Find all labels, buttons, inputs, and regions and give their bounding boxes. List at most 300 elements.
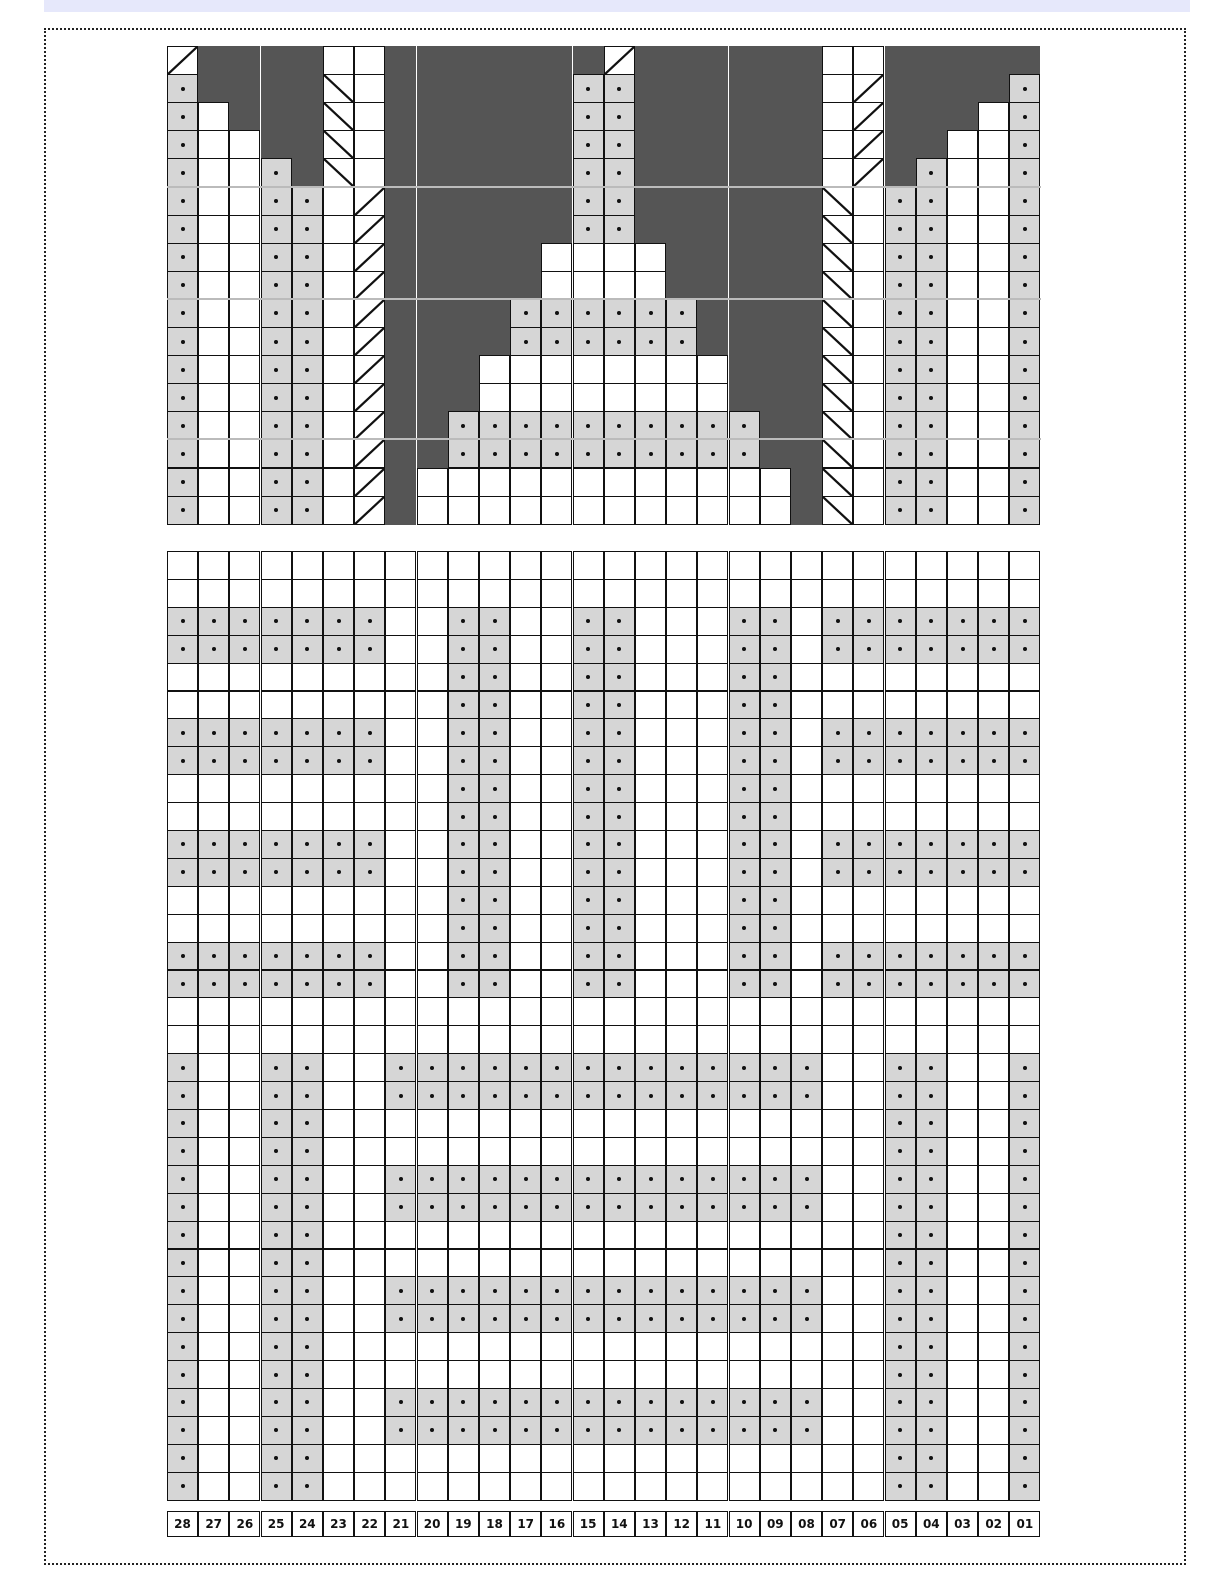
- column-number-label: 23: [323, 1511, 354, 1537]
- stitch-cell: [541, 1221, 572, 1250]
- stitch-cell: [448, 1276, 479, 1305]
- row-number-label: [1068, 191, 1108, 211]
- stitch-cell: [604, 997, 635, 1026]
- stitch-cell: [573, 1416, 604, 1445]
- no-stitch-cell: [479, 158, 510, 187]
- stitch-cell: [885, 1472, 916, 1501]
- stitch-cell: [541, 327, 572, 356]
- stitch-cell: [760, 1081, 791, 1110]
- stitch-cell: [261, 299, 292, 328]
- stitch-cell: [448, 439, 479, 468]
- stitch-cell: [760, 1332, 791, 1361]
- decrease-cell: [323, 158, 354, 187]
- stitch-cell: [697, 1053, 728, 1082]
- stitch-cell: [323, 355, 354, 384]
- stitch-cell: [666, 1221, 697, 1250]
- no-stitch-cell: [510, 102, 541, 131]
- stitch-cell: [385, 970, 416, 999]
- stitch-cell: [978, 635, 1009, 664]
- stitch-cell: [229, 1444, 260, 1473]
- stitch-cell: [604, 1137, 635, 1166]
- row-number-label: [1068, 1392, 1108, 1412]
- stitch-cell: [417, 802, 448, 831]
- no-stitch-cell: [697, 187, 728, 216]
- stitch-cell: [448, 718, 479, 747]
- stitch-cell: [697, 1472, 728, 1501]
- stitch-cell: [510, 496, 541, 525]
- stitch-cell: [229, 130, 260, 159]
- no-stitch-cell: [510, 46, 541, 75]
- stitch-cell: [323, 1472, 354, 1501]
- stitch-cell: [978, 663, 1009, 692]
- stitch-cell: [791, 886, 822, 915]
- stitch-cell: [198, 774, 229, 803]
- stitch-cell: [916, 997, 947, 1026]
- no-stitch-cell: [729, 243, 760, 272]
- stitch-cell: [261, 579, 292, 608]
- stitch-cell: [604, 1025, 635, 1054]
- stitch-cell: [604, 1221, 635, 1250]
- stitch-cell: [385, 942, 416, 971]
- stitch-cell: [635, 1472, 666, 1501]
- stitch-cell: [510, 1193, 541, 1222]
- stitch-cell: [541, 496, 572, 525]
- stitch-cell: [323, 1444, 354, 1473]
- stitch-cell: [198, 746, 229, 775]
- column-number-label: 05: [885, 1511, 916, 1537]
- stitch-cell: [448, 746, 479, 775]
- stitch-cell: [978, 718, 1009, 747]
- stitch-cell: [479, 802, 510, 831]
- stitch-cell: [479, 718, 510, 747]
- no-stitch-cell: [417, 299, 448, 328]
- column-number-label: 18: [479, 1511, 510, 1537]
- stitch-cell: [167, 997, 198, 1026]
- stitch-cell: [885, 1249, 916, 1278]
- stitch-cell: [479, 774, 510, 803]
- stitch-cell: [791, 1221, 822, 1250]
- stitch-cell: [822, 102, 853, 131]
- stitch-cell: [541, 774, 572, 803]
- stitch-cell: [604, 607, 635, 636]
- stitch-cell: [573, 496, 604, 525]
- stitch-cell: [354, 1276, 385, 1305]
- stitch-cell: [292, 496, 323, 525]
- stitch-cell: [479, 997, 510, 1026]
- stitch-cell: [573, 970, 604, 999]
- stitch-cell: [853, 970, 884, 999]
- row-number-label: [1068, 1085, 1108, 1105]
- stitch-cell: [604, 299, 635, 328]
- stitch-cell: [541, 411, 572, 440]
- stitch-cell: [354, 1360, 385, 1389]
- stitch-cell: [417, 1360, 448, 1389]
- row-number-label: [1068, 1364, 1108, 1384]
- stitch-cell: [604, 411, 635, 440]
- stitch-cell: [791, 1304, 822, 1333]
- stitch-cell: [822, 774, 853, 803]
- stitch-cell: [167, 1444, 198, 1473]
- stitch-cell: [697, 746, 728, 775]
- stitch-cell: [292, 1025, 323, 1054]
- stitch-cell: [385, 1304, 416, 1333]
- stitch-cell: [229, 1025, 260, 1054]
- stitch-cell: [198, 1249, 229, 1278]
- stitch-cell: [666, 579, 697, 608]
- stitch-cell: [822, 1304, 853, 1333]
- stitch-cell: [229, 1109, 260, 1138]
- no-stitch-cell: [510, 158, 541, 187]
- stitch-cell: [666, 830, 697, 859]
- stitch-cell: [479, 383, 510, 412]
- stitch-cell: [791, 579, 822, 608]
- stitch-cell: [729, 997, 760, 1026]
- stitch-cell: [167, 1416, 198, 1445]
- stitch-cell: [791, 830, 822, 859]
- stitch-cell: [323, 970, 354, 999]
- row-number-label: [1068, 443, 1108, 463]
- stitch-cell: [978, 942, 1009, 971]
- column-number-label: 24: [292, 1511, 323, 1537]
- stitch-cell: [947, 1304, 978, 1333]
- stitch-cell: [573, 691, 604, 720]
- stitch-cell: [417, 1081, 448, 1110]
- stitch-cell: [729, 802, 760, 831]
- stitch-cell: [822, 1360, 853, 1389]
- stitch-cell: [978, 1081, 1009, 1110]
- stitch-cell: [573, 299, 604, 328]
- stitch-cell: [916, 914, 947, 943]
- stitch-cell: [916, 1081, 947, 1110]
- stitch-cell: [261, 187, 292, 216]
- stitch-cell: [885, 970, 916, 999]
- stitch-cell: [510, 635, 541, 664]
- stitch-cell: [229, 1137, 260, 1166]
- stitch-cell: [448, 1165, 479, 1194]
- stitch-cell: [760, 830, 791, 859]
- no-stitch-cell: [479, 130, 510, 159]
- stitch-cell: [916, 1388, 947, 1417]
- stitch-cell: [1009, 746, 1040, 775]
- stitch-cell: [760, 802, 791, 831]
- stitch-cell: [229, 914, 260, 943]
- stitch-cell: [448, 1109, 479, 1138]
- stitch-cell: [697, 1081, 728, 1110]
- no-stitch-cell: [541, 130, 572, 159]
- stitch-cell: [978, 158, 1009, 187]
- stitch-cell: [198, 468, 229, 497]
- stitch-cell: [697, 691, 728, 720]
- stitch-cell: [167, 1137, 198, 1166]
- stitch-cell: [1009, 774, 1040, 803]
- no-stitch-cell: [916, 46, 947, 75]
- stitch-cell: [229, 468, 260, 497]
- stitch-cell: [885, 914, 916, 943]
- stitch-cell: [448, 1360, 479, 1389]
- stitch-cell: [604, 215, 635, 244]
- stitch-cell: [1009, 215, 1040, 244]
- stitch-cell: [1009, 1249, 1040, 1278]
- row-number-label: [1068, 1336, 1108, 1356]
- stitch-cell: [448, 1193, 479, 1222]
- row-number-label: [1068, 331, 1108, 351]
- stitch-cell: [354, 1137, 385, 1166]
- stitch-cell: [916, 1444, 947, 1473]
- stitch-cell: [604, 243, 635, 272]
- no-stitch-cell: [697, 102, 728, 131]
- stitch-cell: [198, 439, 229, 468]
- stitch-cell: [604, 830, 635, 859]
- stitch-cell: [417, 1165, 448, 1194]
- stitch-cell: [261, 1332, 292, 1361]
- row-number-label: [1068, 78, 1108, 98]
- stitch-cell: [791, 1444, 822, 1473]
- no-stitch-cell: [791, 355, 822, 384]
- stitch-cell: [479, 858, 510, 887]
- decrease-cell: [354, 271, 385, 300]
- stitch-cell: [354, 942, 385, 971]
- stitch-cell: [604, 718, 635, 747]
- stitch-cell: [198, 1444, 229, 1473]
- stitch-cell: [417, 718, 448, 747]
- stitch-cell: [510, 691, 541, 720]
- no-stitch-cell: [791, 243, 822, 272]
- stitch-cell: [978, 102, 1009, 131]
- stitch-cell: [666, 1304, 697, 1333]
- no-stitch-cell: [417, 74, 448, 103]
- no-stitch-cell: [791, 496, 822, 525]
- stitch-cell: [853, 663, 884, 692]
- stitch-cell: [448, 1221, 479, 1250]
- stitch-cell: [760, 1193, 791, 1222]
- stitch-cell: [354, 551, 385, 580]
- stitch-cell: [385, 858, 416, 887]
- stitch-cell: [697, 468, 728, 497]
- no-stitch-cell: [760, 299, 791, 328]
- row-number-label: [1068, 275, 1108, 295]
- stitch-cell: [947, 439, 978, 468]
- stitch-cell: [354, 1081, 385, 1110]
- stitch-cell: [697, 1304, 728, 1333]
- stitch-cell: [198, 215, 229, 244]
- stitch-cell: [791, 1332, 822, 1361]
- stitch-cell: [198, 1304, 229, 1333]
- stitch-cell: [292, 1472, 323, 1501]
- stitch-cell: [229, 970, 260, 999]
- stitch-cell: [167, 802, 198, 831]
- stitch-cell: [323, 802, 354, 831]
- stitch-cell: [323, 1360, 354, 1389]
- stitch-cell: [635, 271, 666, 300]
- no-stitch-cell: [947, 74, 978, 103]
- stitch-cell: [229, 691, 260, 720]
- stitch-cell: [167, 1360, 198, 1389]
- stitch-cell: [417, 1053, 448, 1082]
- stitch-cell: [354, 74, 385, 103]
- no-stitch-cell: [510, 243, 541, 272]
- stitch-cell: [729, 774, 760, 803]
- stitch-cell: [323, 774, 354, 803]
- no-stitch-cell: [916, 130, 947, 159]
- no-stitch-cell: [417, 383, 448, 412]
- stitch-cell: [822, 1109, 853, 1138]
- stitch-cell: [947, 130, 978, 159]
- stitch-cell: [229, 187, 260, 216]
- stitch-cell: [198, 1332, 229, 1361]
- stitch-cell: [635, 1249, 666, 1278]
- stitch-cell: [947, 1249, 978, 1278]
- no-stitch-cell: [510, 215, 541, 244]
- stitch-cell: [666, 1332, 697, 1361]
- stitch-cell: [229, 663, 260, 692]
- stitch-cell: [978, 1276, 1009, 1305]
- stitch-cell: [479, 551, 510, 580]
- stitch-cell: [978, 187, 1009, 216]
- stitch-cell: [916, 774, 947, 803]
- row-number-label: [1068, 472, 1108, 492]
- stitch-cell: [885, 746, 916, 775]
- stitch-cell: [198, 1025, 229, 1054]
- stitch-cell: [666, 1165, 697, 1194]
- stitch-cell: [666, 1444, 697, 1473]
- stitch-cell: [167, 1109, 198, 1138]
- stitch-cell: [541, 1388, 572, 1417]
- stitch-cell: [292, 1276, 323, 1305]
- no-stitch-cell: [729, 158, 760, 187]
- decrease-cell: [822, 439, 853, 468]
- stitch-cell: [167, 187, 198, 216]
- stitch-cell: [1009, 635, 1040, 664]
- stitch-cell: [666, 663, 697, 692]
- stitch-cell: [885, 1304, 916, 1333]
- stitch-cell: [1009, 1109, 1040, 1138]
- stitch-cell: [635, 411, 666, 440]
- stitch-cell: [1009, 551, 1040, 580]
- row-number-label: [1068, 134, 1108, 154]
- stitch-cell: [448, 970, 479, 999]
- no-stitch-cell: [541, 46, 572, 75]
- stitch-cell: [354, 1332, 385, 1361]
- no-stitch-cell: [541, 187, 572, 216]
- stitch-cell: [292, 187, 323, 216]
- no-stitch-cell: [448, 383, 479, 412]
- stitch-cell: [479, 691, 510, 720]
- stitch-cell: [791, 1081, 822, 1110]
- stitch-cell: [697, 1025, 728, 1054]
- column-number-label: 10: [729, 1511, 760, 1537]
- stitch-cell: [604, 1165, 635, 1194]
- stitch-cell: [635, 579, 666, 608]
- stitch-cell: [573, 102, 604, 131]
- stitch-cell: [697, 1416, 728, 1445]
- stitch-cell: [760, 1025, 791, 1054]
- no-stitch-cell: [729, 102, 760, 131]
- no-stitch-cell: [448, 102, 479, 131]
- stitch-cell: [541, 579, 572, 608]
- stitch-cell: [510, 383, 541, 412]
- stitch-cell: [448, 1472, 479, 1501]
- row-number-label: [1068, 974, 1108, 994]
- stitch-cell: [573, 74, 604, 103]
- stitch-cell: [167, 830, 198, 859]
- stitch-cell: [666, 970, 697, 999]
- stitch-cell: [635, 496, 666, 525]
- stitch-cell: [167, 1221, 198, 1250]
- stitch-cell: [916, 1416, 947, 1445]
- stitch-cell: [385, 1221, 416, 1250]
- no-stitch-cell: [385, 271, 416, 300]
- stitch-cell: [229, 1053, 260, 1082]
- row-number-label: [1068, 695, 1108, 715]
- no-stitch-cell: [417, 46, 448, 75]
- stitch-cell: [635, 635, 666, 664]
- stitch-cell: [604, 383, 635, 412]
- stitch-cell: [229, 774, 260, 803]
- stitch-cell: [292, 1332, 323, 1361]
- stitch-cell: [729, 1053, 760, 1082]
- stitch-cell: [229, 271, 260, 300]
- stitch-cell: [885, 886, 916, 915]
- no-stitch-cell: [385, 102, 416, 131]
- stitch-cell: [261, 158, 292, 187]
- stitch-cell: [354, 1193, 385, 1222]
- stitch-cell: [479, 1472, 510, 1501]
- stitch-cell: [635, 858, 666, 887]
- stitch-cell: [323, 914, 354, 943]
- stitch-cell: [760, 1444, 791, 1473]
- stitch-cell: [448, 663, 479, 692]
- stitch-cell: [853, 691, 884, 720]
- stitch-cell: [822, 158, 853, 187]
- stitch-cell: [1009, 1332, 1040, 1361]
- stitch-cell: [541, 1360, 572, 1389]
- no-stitch-cell: [666, 243, 697, 272]
- stitch-cell: [198, 914, 229, 943]
- stitch-cell: [323, 1276, 354, 1305]
- stitch-cell: [354, 914, 385, 943]
- stitch-cell: [573, 1081, 604, 1110]
- stitch-cell: [573, 383, 604, 412]
- stitch-cell: [604, 102, 635, 131]
- stitch-cell: [385, 691, 416, 720]
- stitch-cell: [978, 1360, 1009, 1389]
- stitch-cell: [261, 1472, 292, 1501]
- stitch-cell: [791, 1109, 822, 1138]
- stitch-cell: [229, 997, 260, 1026]
- stitch-cell: [541, 1332, 572, 1361]
- no-stitch-cell: [417, 158, 448, 187]
- no-stitch-cell: [760, 158, 791, 187]
- stitch-cell: [666, 635, 697, 664]
- stitch-cell: [853, 1053, 884, 1082]
- stitch-cell: [729, 1332, 760, 1361]
- stitch-cell: [541, 1304, 572, 1333]
- stitch-cell: [978, 607, 1009, 636]
- row-number-label: [1068, 834, 1108, 854]
- stitch-cell: [916, 1472, 947, 1501]
- stitch-cell: [198, 691, 229, 720]
- stitch-cell: [885, 997, 916, 1026]
- no-stitch-cell: [635, 74, 666, 103]
- stitch-cell: [292, 858, 323, 887]
- no-stitch-cell: [697, 158, 728, 187]
- stitch-cell: [1009, 102, 1040, 131]
- stitch-cell: [947, 886, 978, 915]
- stitch-cell: [853, 1025, 884, 1054]
- no-stitch-cell: [791, 299, 822, 328]
- decrease-cell: [323, 102, 354, 131]
- stitch-cell: [729, 439, 760, 468]
